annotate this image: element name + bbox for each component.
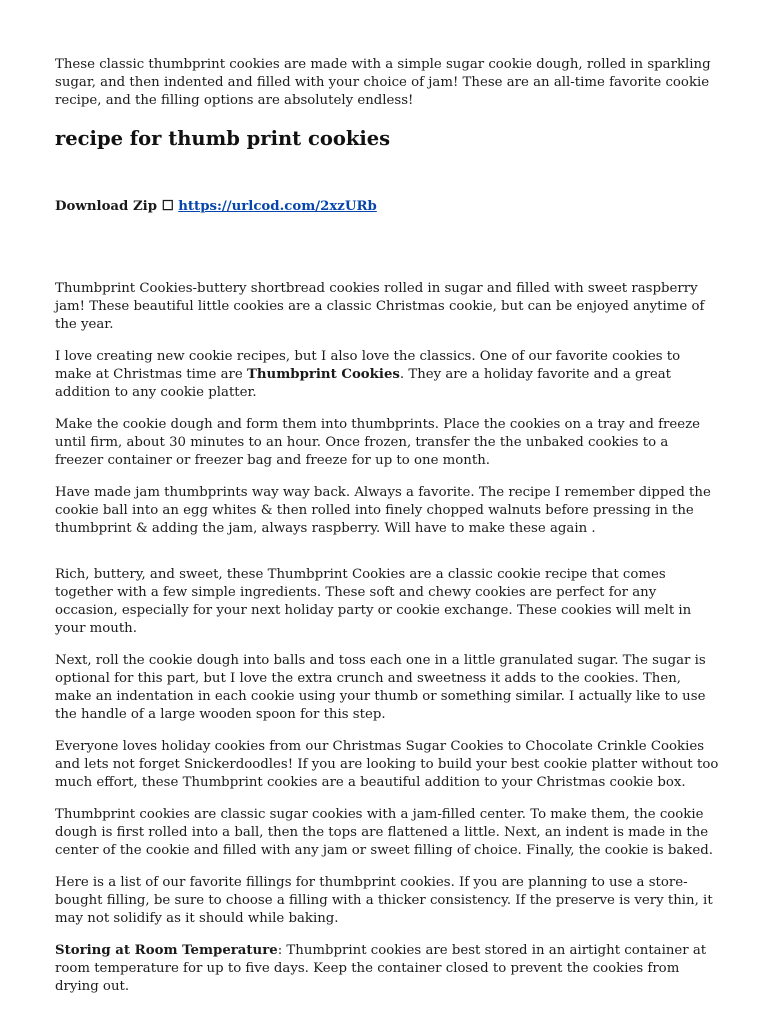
paragraph-5: Rich, buttery, and sweet, these Thumbprint Cookies are a classic cookie recipe that comes together with a few simple ingredients. These soft and chewy cookies are perfect for any occasion, especially for your next holiday party or cookie exchange. These cookies will melt in your mouth. bbox=[55, 567, 692, 636]
paragraph-1: Thumbprint Cookies-buttery shortbread cookies rolled in sugar and filled with sweet raspberry jam! These beautiful little cookies are a classic Christmas cookie, but can be enjoyed anytime of the year. bbox=[55, 281, 705, 332]
download-line bbox=[55, 198, 720, 216]
paragraph-4: Have made jam thumbprints way way back. Always a favorite. The recipe I remember dipped the cookie ball into an egg whites & then rolled into finely chopped walnuts before pressing in the thumbprint & adding the jam, always raspberry. Will have to make these again . bbox=[55, 485, 711, 536]
paragraph-10-bold: Storing at Room Temperature bbox=[55, 943, 278, 958]
paragraph-7: Everyone loves holiday cookies from our Christmas Sugar Cookies to Chocolate Crinkle Cookies and lets not forget Snickerdoodles! If you are looking to build your best cookie platter without too much effort, these Thumbprint cookies are a beautiful addition to your Christmas cookie box. bbox=[55, 739, 719, 790]
paragraph-3: Make the cookie dough and form them into thumbprints. Place the cookies on a tray and freeze until firm, about 30 minutes to an hour. Once frozen, transfer the the unbaked cookies to a freezer container or freezer bag and freeze for up to one month. bbox=[55, 417, 700, 468]
paragraph-2 bbox=[55, 348, 720, 402]
paragraph-9: Here is a list of our favorite fillings for thumbprint cookies. If you are planning to use a store-bought filling, be sure to choose a filling with a thicker consistency. If the preserve is very thin, it may not solidify as it should while baking. bbox=[55, 875, 713, 926]
intro-paragraph: These classic thumbprint cookies are made with a simple sugar cookie dough, rolled in sparkling sugar, and then indented and filled with your choice of jam! These are an all-time favorite cookie recipe, and the filling options are absolutely endless! bbox=[55, 57, 711, 108]
download-link[interactable]: https://urlcod.com/2xzURb bbox=[178, 199, 377, 214]
document-page bbox=[55, 56, 720, 996]
paragraph-10-text: : Thumbprint cookies are best stored in an airtight container at room temperature for up to five days. Keep the container closed to prevent the cookies from drying out. bbox=[55, 943, 707, 994]
paragraph-2-text-b: . They are a holiday favorite and a great addition to any cookie platter. bbox=[55, 367, 671, 400]
download-label: Download Zip bbox=[55, 199, 158, 214]
paragraph-2-text-a: I love creating new cookie recipes, but I also love the classics. One of our favorite cookies to make at Christmas time are bbox=[55, 349, 681, 382]
paragraph-10 bbox=[55, 942, 720, 996]
paragraph-6: Next, roll the cookie dough into balls and toss each one in a little granulated sugar. The sugar is optional for this part, but I love the extra crunch and sweetness it adds to the cookies. Then, make an indentation in each cookie using your thumb or something similar. I actually like to use the handle of a large wooden spoon for this step. bbox=[55, 653, 706, 722]
paragraph-8: Thumbprint cookies are classic sugar cookies with a jam-filled center. To make them, the cookie dough is first rolled into a ball, then the tops are flattened a little. Next, an indent is made in the center of the cookie and filled with any jam or sweet filling of choice. Finally, the cookie is baked. bbox=[55, 807, 713, 858]
placeholder-glyph-icon: ☐ bbox=[161, 199, 174, 214]
page-title: recipe for thumb print cookies bbox=[55, 127, 391, 150]
paragraph-2-bold: Thumbprint Cookies bbox=[246, 367, 400, 382]
